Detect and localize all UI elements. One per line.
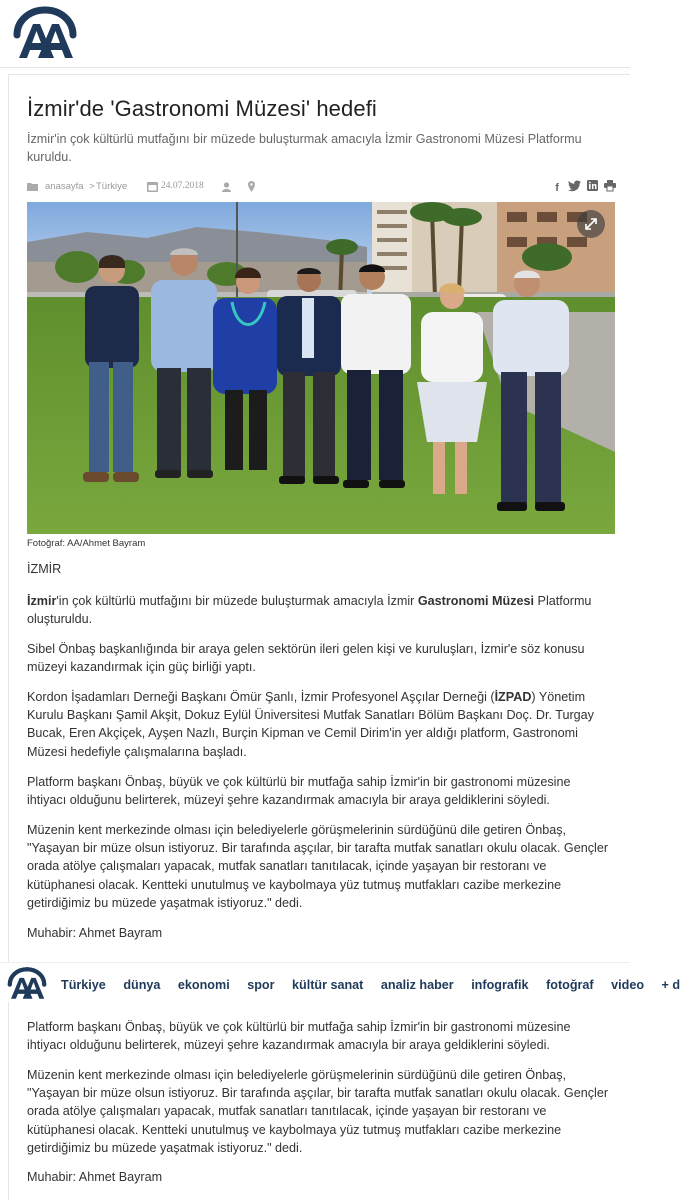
article-photo[interactable]: [27, 202, 615, 534]
nav-item-infografik[interactable]: infografik: [471, 978, 529, 992]
user-icon: [222, 182, 231, 192]
article-paragraph-2: Sibel Önbaş başkanlığında bir araya gelen sektörün ileri gelen kişi ve kuruluşları, İzmir'e söz konusu müzeyi kazandırmak için güç birliği yaptı.: [27, 642, 585, 675]
publish-date: 24.07.2018: [161, 181, 204, 191]
location-icon: [248, 181, 255, 192]
aa-logo-icon[interactable]: [14, 8, 76, 60]
nav-item-ekonomi[interactable]: ekonomi: [177, 978, 230, 992]
tag-link-izmir[interactable]: İzmir: [27, 594, 57, 608]
breadcrumb-separator: >: [89, 181, 95, 192]
reporter-line-repeat: Muhabir: Ahmet Bayram: [27, 1170, 163, 1184]
article-paragraph-4-repeat: Platform başkanı Önbaş, büyük ve çok kültürlü bir mutfağa sahip İzmir'in bir gastronomi müzesine ihtiyacı olduğunu belirterek, müzeyi şehre kazandırmak amacıyla bir araya geldiklerini söyledi.: [27, 1020, 571, 1053]
nav-item-spor[interactable]: spor: [247, 978, 275, 992]
nav-item-more[interactable]: + d: [661, 978, 681, 992]
share-bar: [549, 180, 617, 196]
photo-caption: Fotoğraf: AA/Ahmet Bayram: [27, 538, 146, 549]
nav-item-fotograf[interactable]: fotoğraf: [546, 978, 594, 992]
reporter-line: Muhabir: Ahmet Bayram: [27, 926, 163, 940]
folder-icon: [27, 182, 39, 192]
site-header: [0, 0, 630, 68]
breadcrumb-section[interactable]: Türkiye: [96, 181, 128, 192]
breadcrumb-home[interactable]: anasayfa: [45, 181, 84, 192]
linkedin-icon[interactable]: [585, 180, 599, 194]
nav-item-video[interactable]: video: [611, 978, 645, 992]
article-summary: İzmir'in çok kültürlü mutfağını bir müzede buluşturmak amacıyla İzmir Gastronomi Müzesi Platformu kuruldu.: [27, 132, 582, 164]
article-paragraph-1: İzmir'in çok kültürlü mutfağını bir müzede buluşturmak amacıyla İzmir Gastronomi Müzesi Platformu oluşturuldu.: [27, 594, 592, 627]
tag-link-gastronomi-muzesi[interactable]: Gastronomi Müzesi: [417, 594, 535, 608]
print-icon[interactable]: [603, 180, 617, 194]
group-photo-image: [27, 202, 615, 534]
facebook-icon[interactable]: f: [555, 182, 559, 194]
calendar-icon: [147, 181, 158, 192]
nav-item-kultur-sanat[interactable]: kültür sanat: [292, 978, 364, 992]
article-paragraph-5: Müzenin kent merkezinde olması için belediyelerle görüşmelerinin sürdüğünü dile getiren Önbaş, "Yaşayan bir müze olsun istiyoruz. Bir tarafında aşçılar, bir tarafta mutfak sanatları okulu olacak. Gençler orada atölye çalışmaları yapacak, mutfak sanatları tanıtılacak, içinde yaşayan bir restoranı ve kütüphanesi olacak. Kentteki unutulmuş ve kaybolmaya yüz tutmuş mutfakları cazibe merkezine getirdiğimiz bu müzede yaşatmak istiyoruz." dedi.: [27, 823, 609, 910]
article-paragraph-5-repeat: Müzenin kent merkezinde olması için belediyelerle görüşmelerinin sürdüğünü dile getiren Önbaş, "Yaşayan bir müze olsun istiyoruz. Bir tarafında aşçılar, bir tarafta mutfak sanatları okulu olacak. Gençler orada atölye çalışmaları yapacak, mutfak sanatları tanıtılacak, içinde yaşayan bir restoranı ve kütüphanesi olacak. Kentteki unutulmuş ve kaybolmaya yüz tutmuş mutfakları cazibe merkezine getirdiğimiz bu müzede yaşatmak istiyoruz." dedi.: [27, 1068, 609, 1155]
article-paragraph-3: Kordon İşadamları Derneği Başkanı Ömür Şanlı, İzmir Profesyonel Aşçılar Derneği (İZPAD) Yönetim Kurulu Başkanı Şamil Akşit, Dokuz Eylül Üniversitesi Mutfak Sanatları Bölüm Başkanı Doç. Dr. Turgay Bucak, Eren Akçiçek, Ayşen Nazlı, Burçin Kipman ve Cemil Dirim'in yer aldığı platform, Gastronomi Müzesi hedefiyle çalışmalarına başladı.: [27, 690, 594, 759]
article-meta: [27, 180, 617, 196]
expand-photo-button[interactable]: [577, 210, 605, 238]
nav-item-analiz-haber[interactable]: analiz haber: [380, 978, 454, 992]
dateline-city: İZMİR: [27, 562, 62, 576]
expand-icon: [577, 210, 605, 238]
article-title: İzmir'de 'Gastronomi Müzesi' hedefi: [27, 96, 377, 121]
tag-link-izpad[interactable]: İZPAD: [494, 690, 532, 704]
main-nav: [61, 978, 694, 992]
article-paragraph-4: Platform başkanı Önbaş, büyük ve çok kültürlü bir mutfağa sahip İzmir'in bir gastronomi müzesine ihtiyacı olduğunu belirterek, müzeyi şehre kazandırmak amacıyla bir araya geldiklerini söyledi.: [27, 775, 571, 808]
twitter-icon[interactable]: [568, 180, 582, 194]
aa-logo-icon-small[interactable]: [6, 968, 48, 1000]
sticky-nav-bar: [0, 962, 681, 1002]
nav-item-dunya[interactable]: dünya: [123, 978, 161, 992]
nav-item-turkiye[interactable]: Türkiye: [61, 978, 106, 992]
